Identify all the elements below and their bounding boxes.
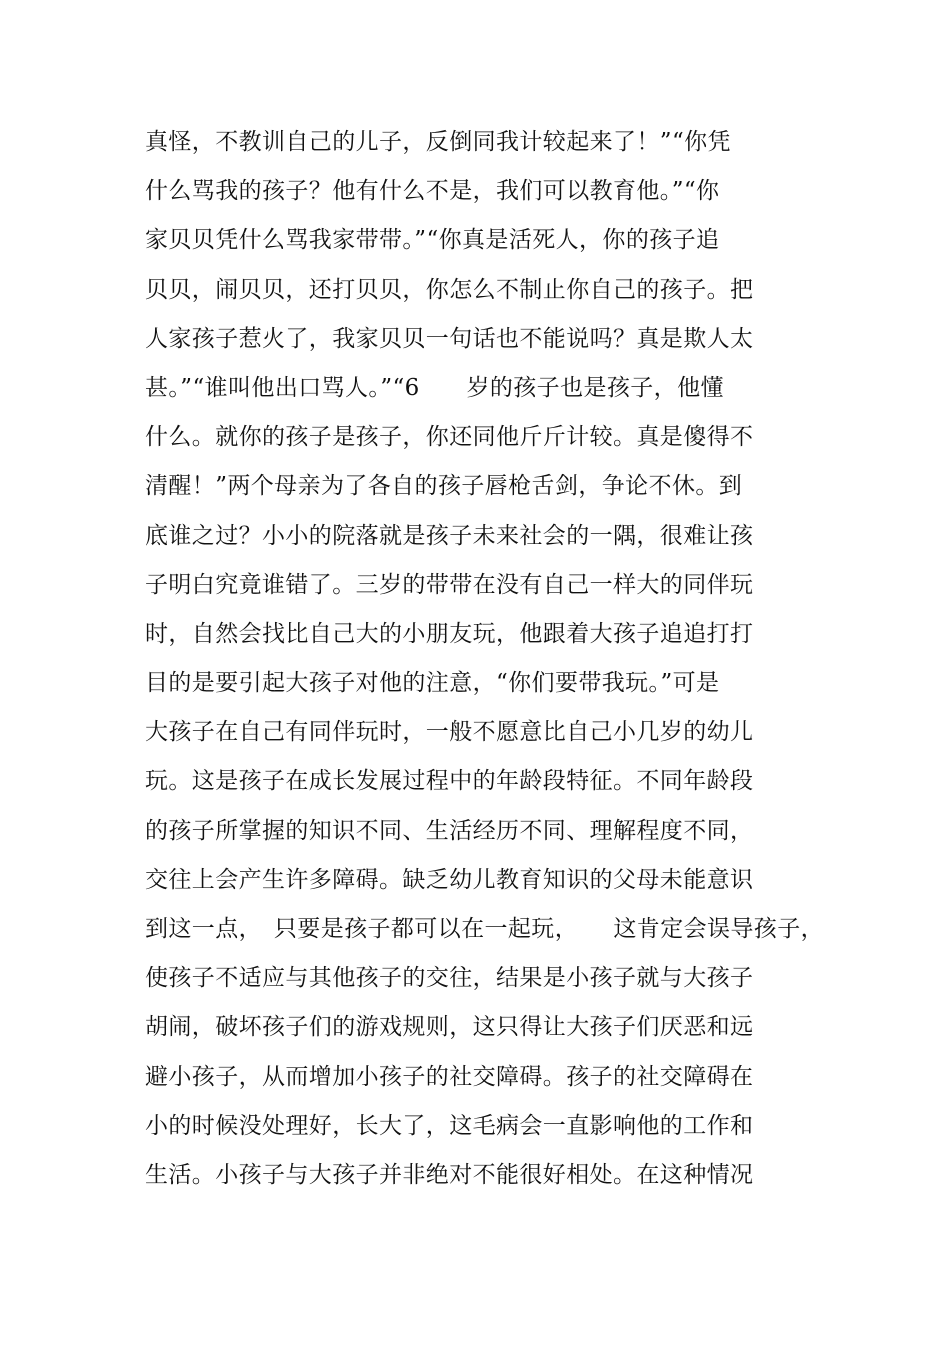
text-line-6: 甚。”“谁叫他出口骂人。”“6 岁的孩子也是孩子，他懂 [145,374,724,401]
text-line-19: 胡闹，破坏孩子们的游戏规则，这只得让大孩子们厌恶和远 [145,1014,754,1041]
text-line-12: 目的是要引起大孩子对他的注意，“你们要带我玩。”可是 [145,670,720,697]
text-line-16: 交往上会产生许多障碍。缺乏幼儿教育知识的父母未能意识 [145,866,754,893]
text-line-15: 的孩子所掌握的知识不同、生活经历不同、理解程度不同， [145,817,754,844]
text-line-14: 玩。这是孩子在成长发展过程中的年龄段特征。不同年龄段 [145,768,754,795]
text-line-2: 什么骂我的孩子？他有什么不是，我们可以教育他。”“你 [145,178,720,205]
text-line-9: 底谁之过？小小的院落就是孩子未来社会的一隅，很难让孩 [145,522,754,549]
text-line-21: 小的时候没处理好，长大了，这毛病会一直影响他的工作和 [145,1112,754,1139]
text-line-22: 生活。小孩子与大孩子并非绝对不能很好相处。在这种情况 [145,1161,754,1188]
text-line-11: 时，自然会找比自己大的小朋友玩，他跟着大孩子追追打打 [145,620,754,647]
body-text [145,122,824,1204]
text-line-1: 真怪，不教训自己的儿子，反倒同我计较起来了！”“你凭 [145,129,731,155]
text-line-17: 到这一点， 只要是孩子都可以在一起玩， 这肯定会误导孩子， [145,916,824,942]
text-line-5: 人家孩子惹火了，我家贝贝一句话也不能说吗？真是欺人太 [145,325,754,352]
text-line-3: 家贝贝凭什么骂我家带带。”“你真是活死人，你的孩子追 [145,227,720,254]
text-line-13: 大孩子在自己有同伴玩时，一般不愿意比自己小几岁的幼儿 [145,719,754,746]
text-line-7: 什么。就你的孩子是孩子，你还同他斤斤计较。真是傻得不 [145,424,754,451]
text-line-20: 避小孩子，从而增加小孩子的社交障碍。孩子的社交障碍在 [145,1063,754,1090]
text-line-8: 清醒！”两个母亲为了各自的孩子唇枪舌剑，争论不休。到 [145,473,743,500]
text-line-4: 贝贝，闹贝贝，还打贝贝，你怎么不制止你自己的孩子。把 [145,276,754,303]
text-line-18: 使孩子不适应与其他孩子的交往，结果是小孩子就与大孩子 [145,965,754,992]
text-line-10: 子明白究竟谁错了。三岁的带带在没有自己一样大的同伴玩 [145,571,754,598]
